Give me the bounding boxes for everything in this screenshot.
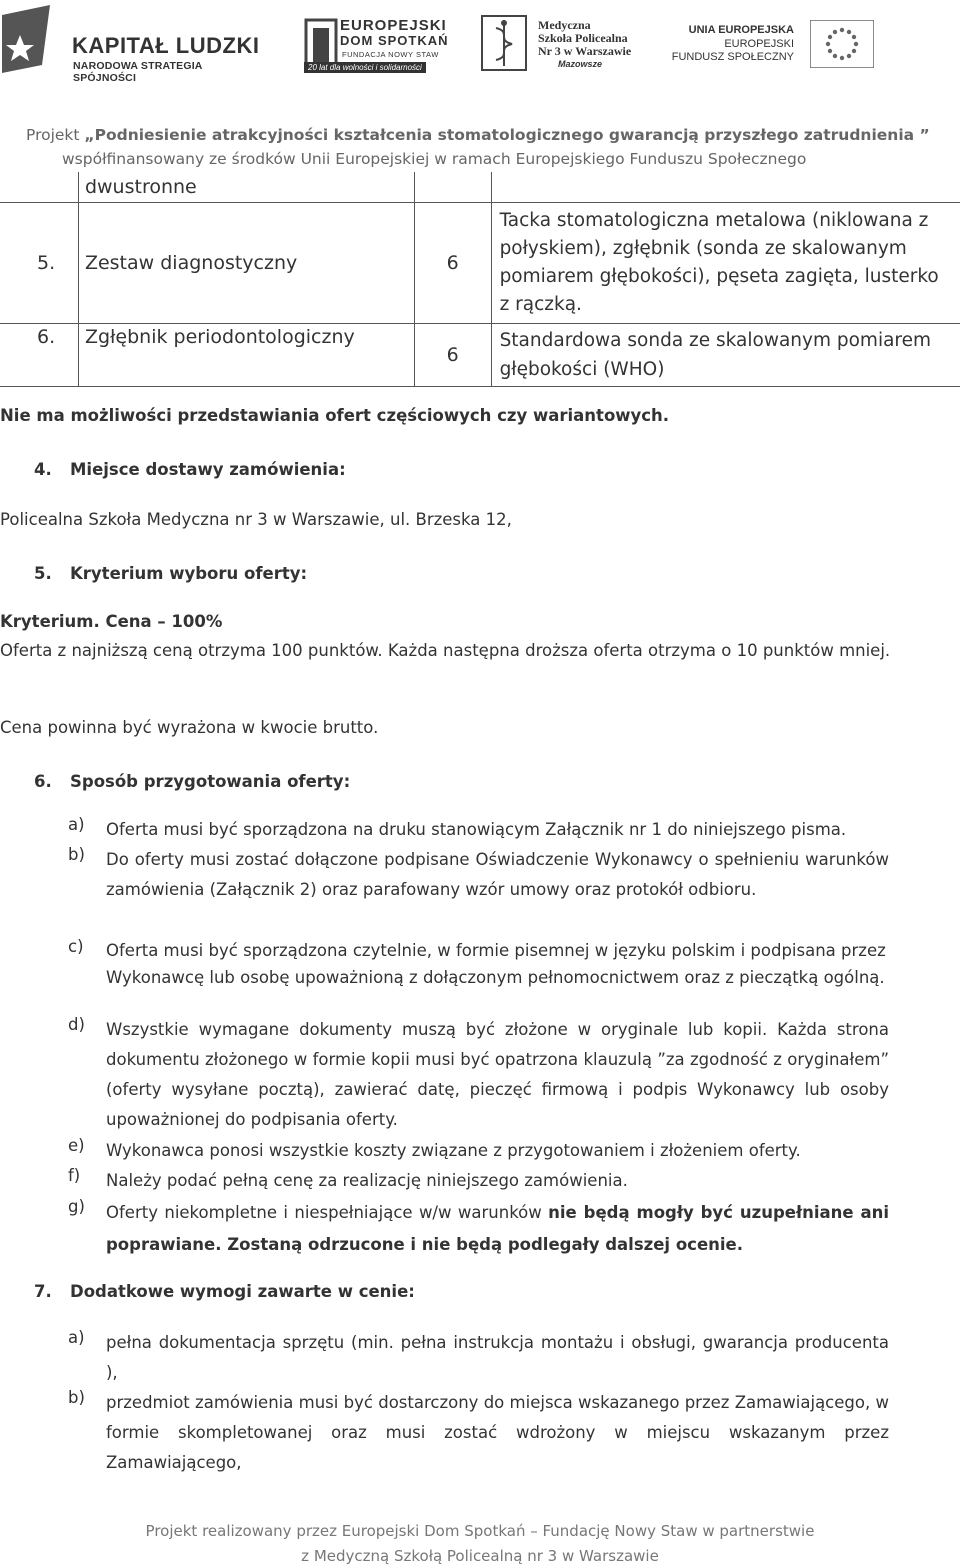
logo-europejski-dom-spotkan	[300, 14, 450, 76]
caduceus-crest-icon	[480, 14, 528, 72]
eu-flag-icon	[810, 20, 874, 68]
criterion-line: Kryterium. Cena – 100%	[0, 612, 223, 631]
scoring-text-b: Każda następna droższa oferta otrzyma o 10 punktów mniej.	[382, 641, 891, 660]
medyczna-line1: Medyczna	[538, 18, 591, 32]
list-item-label: a)	[68, 815, 85, 834]
logo-medyczna-szkola	[480, 14, 640, 74]
list-item: Oferta musi być sporządzona czytelnie, w formie pisemnej w języku polskim i podpisana przez Wykonawcę lub osobę upoważnioną z dołączonym pełnomocnictwem oraz z pieczątką ogólną.	[106, 941, 886, 987]
list-item: pełna dokumentacja sprzętu (min. pełna instrukcja montażu i obsługi, gwarancja producenta ),	[106, 1333, 889, 1382]
section-4-title: Miejsce dostawy zamówienia:	[70, 460, 346, 479]
kapital-ludzki-emblem-icon	[2, 5, 58, 73]
list-item: Wykonawca ponosi wszystkie koszty związane z przygotowaniem i złożeniem oferty.	[106, 1141, 801, 1160]
kapital-ludzki-title: KAPITAŁ LUDZKI	[72, 33, 260, 58]
section-4-number: 4.	[34, 460, 52, 479]
list-item-label: a)	[68, 1328, 85, 1347]
table-cell-desc: Tacka stomatologiczna metalowa (niklowana z połyskiem), zgłębnik (sonda ze skalowanym pomiarem głębokości), pęseta zagięta, lusterko z rączką.	[491, 202, 960, 323]
kapital-ludzki-subtitle: NARODOWA STRATEGIA SPÓJNOŚCI	[73, 60, 203, 84]
ue-line1: UNIA EUROPEJSKA	[688, 24, 794, 36]
medyczna-line2: Szkoła Policealna	[538, 31, 628, 45]
list-item-text: Oferty niekompletne i niespełniające w/w warunków	[106, 1203, 549, 1222]
eds-line2: DOM SPOTKAŃ	[340, 33, 449, 48]
list-item	[106, 1197, 889, 1261]
section-5-title: Kryterium wyboru oferty:	[70, 564, 308, 583]
medyczna-line3: Nr 3 w Warszawie	[538, 44, 632, 58]
footer-line1: Projekt realizowany przez Europejski Dom Spotkań – Fundację Nowy Staw w partnerstwie	[145, 1522, 815, 1540]
eds-line3: FUNDACJA NOWY STAW	[342, 50, 439, 59]
scoring-text	[0, 638, 900, 664]
eds-tagline: 20 lat dla wolności i solidarności	[304, 62, 426, 73]
section-7-number: 7.	[34, 1282, 52, 1301]
table-cell-desc: Standardowa sonda ze skalowanym pomiarem głębokości (WHO)	[491, 323, 960, 386]
list-item: Wszystkie wymagane dokumenty muszą być złożone w oryginale lub kopii. Każda strona dokumentu złożonego w formie kopii musi być opatrzona klauzulą ”za zgodność z oryginałem” (oferty wysyłane pocztą), zawierać datę, pieczęć firmową i podpis Wykonawcy lub osoby upoważnionej do podpisania oferty.	[106, 1020, 889, 1129]
list-item-label: g)	[68, 1197, 85, 1216]
table-cell-num: 6.	[0, 323, 78, 386]
logo-unia-europejska	[671, 18, 952, 78]
list-item-label: c)	[68, 937, 84, 956]
list-item: przedmiot zamówienia musi być dostarczony do miejsca wskazanego przez Zamawiającego, w formie skompletowanej oraz musi zostać wdrożony w miejscu wskazanym przez Zamawiającego,	[106, 1393, 889, 1472]
section-5-number: 5.	[34, 564, 52, 583]
list-item: Należy podać pełną cenę za realizację niniejszego zamówienia.	[106, 1171, 628, 1190]
table-cell-name: Zestaw diagnostyczny	[78, 202, 414, 323]
list-item-label: f)	[68, 1166, 81, 1185]
project-prefix: Projekt	[26, 126, 85, 144]
list-item-label: d)	[68, 1015, 85, 1034]
list-item: Do oferty musi zostać dołączone podpisane Oświadczenie Wykonawcy o spełnieniu warunków zamówienia (Załącznik 2) oraz parafowany wzór umowy oraz protokół odbioru.	[106, 850, 889, 899]
scoring-text-a: Oferta z najniższą ceną otrzyma 100 punktów.	[0, 641, 383, 660]
section-7-title: Dodatkowe wymogi zawarte w cenie:	[70, 1282, 415, 1301]
table-row	[0, 202, 960, 323]
cofinancing-line: współfinansowany ze środków Unii Europejskiej w ramach Europejskiego Funduszu Społecznego	[62, 150, 807, 168]
table-cell-qty: 6	[414, 202, 491, 323]
list-item-text-bold: nie będą mogły być uzupełniane ani poprawiane. Zostaną odrzucone i nie będą podlegały dalszej ocenie.	[106, 1203, 889, 1254]
eds-line1: EUROPEJSKI	[340, 17, 447, 34]
table-cell-qty: 6	[414, 323, 491, 386]
table-row	[0, 172, 960, 202]
logo-kapital-ludzki	[2, 5, 262, 84]
ue-line2: EUROPEJSKI	[724, 38, 794, 50]
delivery-address: Policealna Szkoła Medyczna nr 3 w Warszawie, ul. Brzeska 12,	[0, 510, 512, 529]
list-item-label: b)	[68, 1388, 85, 1407]
table-row	[0, 323, 960, 386]
list-item: Oferta musi być sporządzona na druku stanowiącym Załącznik nr 1 do niniejszego pisma.	[106, 820, 847, 839]
ue-line3: FUNDUSZ SPOŁECZNY	[671, 51, 794, 63]
project-title-line	[26, 126, 930, 144]
project-title: „Podniesienie atrakcyjności kształcenia stomatologicznego gwarancją przyszłego zatrudnienia ”	[84, 126, 930, 144]
equipment-table	[0, 172, 960, 387]
list-item-label: e)	[68, 1136, 85, 1155]
list-item-label: b)	[68, 845, 85, 864]
footer-line2: z Medyczną Szkołą Policealną nr 3 w Warszawie	[301, 1547, 659, 1565]
section-6-title: Sposób przygotowania oferty:	[70, 772, 351, 791]
table-cell-name: dwustronne	[78, 172, 414, 202]
table-cell-num: 5.	[0, 202, 78, 323]
table-cell-name: Zgłębnik periodontologiczny	[78, 323, 414, 386]
price-gross-note: Cena powinna być wyrażona w kwocie brutto.	[0, 718, 379, 737]
no-partial-offers-note: Nie ma możliwości przedstawiania ofert częściowych czy wariantowych.	[0, 406, 670, 425]
section-6-number: 6.	[34, 772, 52, 791]
mazowsze-logo: Mazowsze	[558, 59, 603, 69]
